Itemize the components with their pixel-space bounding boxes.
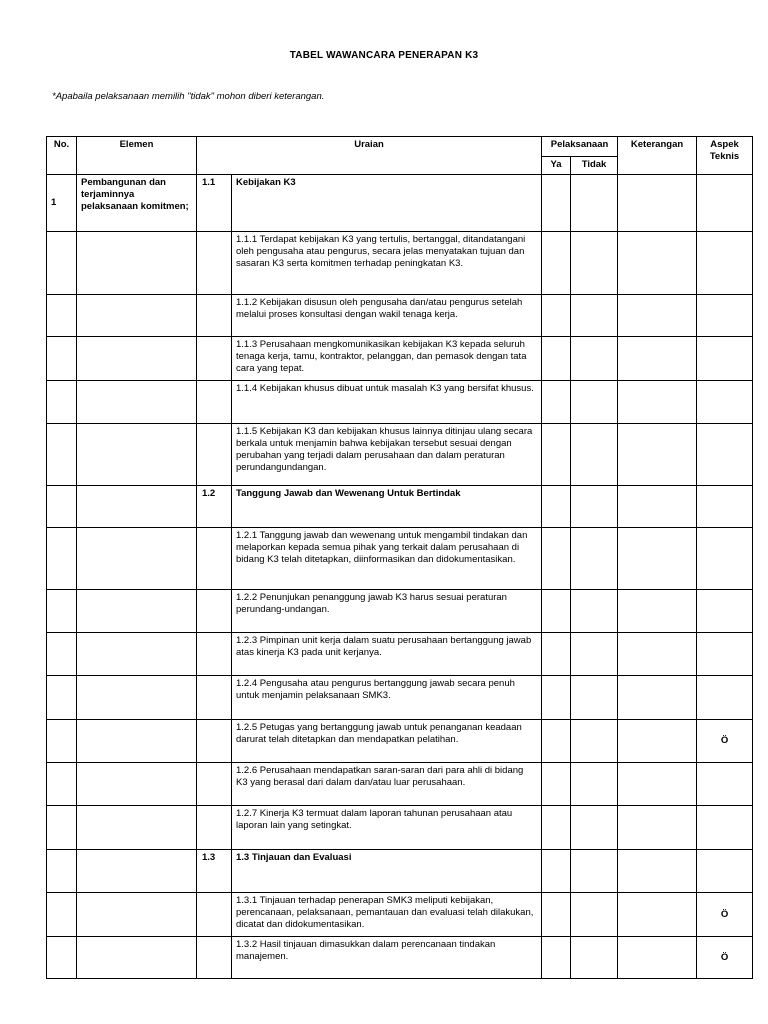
- keterangan-cell[interactable]: [618, 937, 697, 979]
- ya-cell[interactable]: [542, 763, 571, 806]
- empty-cell: [47, 295, 77, 337]
- section-title: 1.3 Tinjauan dan Evaluasi: [232, 850, 542, 893]
- keterangan-cell[interactable]: [618, 424, 697, 486]
- table-row: [47, 893, 753, 937]
- ya-cell[interactable]: [542, 424, 571, 486]
- tidak-cell[interactable]: [571, 295, 618, 337]
- section-row: [47, 486, 753, 528]
- element-number: 1: [47, 175, 77, 232]
- item-text: 1.3.1 Tinjauan terhadap penerapan SMK3 meliputi kebijakan, perencanaan, pelaksanaan, pemantauan dan evaluasi telah dilakukan, dicatat dan didokumentasikan.: [232, 893, 542, 937]
- document-title: TABEL WAWANCARA PENERAPAN K3: [289, 50, 479, 61]
- item-text: 1.1.3 Perusahaan mengkomunikasikan kebijakan K3 kepada seluruh tenaga kerja, tamu, kontraktor, pelanggan, dan pemasok dengan tata cara yang tepat.: [232, 337, 542, 381]
- section-title: Kebijakan K3: [232, 175, 542, 232]
- aspek-cell: [697, 763, 753, 806]
- item-text: 1.2.3 Pimpinan unit kerja dalam suatu perusahaan bertanggung jawab atas kinerja K3 pada unit kerjanya.: [232, 633, 542, 676]
- table-row: [47, 806, 753, 850]
- ya-cell[interactable]: [542, 676, 571, 720]
- empty-cell: [197, 381, 232, 424]
- ya-cell[interactable]: [542, 893, 571, 937]
- ya-cell[interactable]: [542, 337, 571, 381]
- header-no: No.: [47, 137, 77, 175]
- empty-cell: [47, 806, 77, 850]
- header-pelaksanaan: Pelaksanaan: [542, 137, 618, 157]
- table-row: [47, 528, 753, 590]
- empty-cell: [197, 893, 232, 937]
- empty-cell: [47, 720, 77, 763]
- ya-cell[interactable]: [542, 381, 571, 424]
- keterangan-cell[interactable]: [618, 232, 697, 295]
- keterangan-cell[interactable]: [618, 295, 697, 337]
- header-row: [47, 137, 753, 157]
- table-row: [47, 232, 753, 295]
- item-text: 1.1.1 Terdapat kebijakan K3 yang tertulis, bertanggal, ditandatangani oleh pengusaha atau pengurus, secara jelas menyatakan tujuan dan sasaran K3 serta komitmen terhadap peningkatan K3.: [232, 232, 542, 295]
- tidak-cell[interactable]: [571, 337, 618, 381]
- ya-cell[interactable]: [542, 295, 571, 337]
- tidak-cell[interactable]: [571, 528, 618, 590]
- table-row: [47, 590, 753, 633]
- ya-cell[interactable]: [542, 590, 571, 633]
- aspek-cell: [697, 633, 753, 676]
- ya-cell[interactable]: [542, 937, 571, 979]
- tidak-cell[interactable]: [571, 486, 618, 528]
- ya-cell[interactable]: [542, 232, 571, 295]
- empty-cell: [197, 232, 232, 295]
- item-text: 1.2.1 Tanggung jawab dan wewenang untuk mengambil tindakan dan melaporkan kepada semua pihak yang terkait dalam perusahaan di bidang K3 telah ditetapkan, diinformasikan dan didokumentasikan.: [232, 528, 542, 590]
- table-row: [47, 937, 753, 979]
- aspek-cell: [697, 806, 753, 850]
- keterangan-cell[interactable]: [618, 850, 697, 893]
- empty-cell: [77, 893, 197, 937]
- empty-cell: [47, 676, 77, 720]
- empty-cell: [197, 528, 232, 590]
- section-number: 1.2: [197, 486, 232, 528]
- empty-cell: [197, 720, 232, 763]
- aspek-cell: [697, 232, 753, 295]
- aspek-checkmark: Ö: [697, 893, 753, 937]
- ya-cell[interactable]: [542, 720, 571, 763]
- section-row: [47, 850, 753, 893]
- empty-cell: [47, 337, 77, 381]
- table-row: [47, 337, 753, 381]
- keterangan-cell[interactable]: [618, 893, 697, 937]
- aspek-cell: [697, 424, 753, 486]
- section-number: 1.3: [197, 850, 232, 893]
- tidak-cell[interactable]: [571, 763, 618, 806]
- instruction-note: *Apabaila pelaksanaan memilih "tidak" mohon diberi keterangan.: [52, 91, 325, 102]
- item-text: 1.2.6 Perusahaan mendapatkan saran-saran dari para ahli di bidang K3 yang berasal dari dalam dan/atau luar perusahaan.: [232, 763, 542, 806]
- table-row: [47, 763, 753, 806]
- section-number: 1.1: [197, 175, 232, 232]
- empty-cell: [47, 893, 77, 937]
- table-row: [47, 633, 753, 676]
- header-tidak: Tidak: [571, 157, 618, 175]
- tidak-cell[interactable]: [571, 893, 618, 937]
- item-text: 1.1.4 Kebijakan khusus dibuat untuk masalah K3 yang bersifat khusus.: [232, 381, 542, 424]
- aspek-cell: [697, 528, 753, 590]
- empty-cell: [77, 763, 197, 806]
- element-name-cell: [77, 175, 197, 232]
- header-uraian: Uraian: [197, 137, 542, 175]
- aspek-checkmark: Ö: [697, 720, 753, 763]
- empty-cell: [47, 763, 77, 806]
- keterangan-cell[interactable]: [618, 486, 697, 528]
- tidak-cell[interactable]: [571, 232, 618, 295]
- keterangan-cell[interactable]: [618, 175, 697, 232]
- table-row: [47, 424, 753, 486]
- tidak-cell[interactable]: [571, 175, 618, 232]
- empty-cell: [77, 850, 197, 893]
- keterangan-cell[interactable]: [618, 676, 697, 720]
- keterangan-cell[interactable]: [618, 633, 697, 676]
- empty-cell: [47, 424, 77, 486]
- empty-cell: [47, 590, 77, 633]
- ya-cell[interactable]: [542, 528, 571, 590]
- empty-cell: [197, 633, 232, 676]
- empty-cell: [197, 937, 232, 979]
- tidak-cell[interactable]: [571, 424, 618, 486]
- item-text: 1.1.5 Kebijakan K3 dan kebijakan khusus lainnya ditinjau ulang secara berkala untuk menjamin bahwa kebijakan tersebut sesuai dengan perubahan yang terjadi dalam perusahaan dan dalam peraturan perundangundangan.: [232, 424, 542, 486]
- keterangan-cell[interactable]: [618, 381, 697, 424]
- item-text: 1.2.2 Penunjukan penanggung jawab K3 harus sesuai peraturan perundang-undangan.: [232, 590, 542, 633]
- empty-cell: [47, 528, 77, 590]
- keterangan-cell[interactable]: [618, 806, 697, 850]
- tidak-cell[interactable]: [571, 676, 618, 720]
- item-text: 1.1.2 Kebijakan disusun oleh pengusaha dan/atau pengurus setelah melalui proses konsultasi dengan wakil tenaga kerja.: [232, 295, 542, 337]
- item-text: 1.3.2 Hasil tinjauan dimasukkan dalam perencanaan tindakan manajemen.: [232, 937, 542, 979]
- empty-cell: [47, 937, 77, 979]
- empty-cell: [47, 232, 77, 295]
- tidak-cell[interactable]: [571, 590, 618, 633]
- keterangan-cell[interactable]: [618, 528, 697, 590]
- aspek-cell: [697, 850, 753, 893]
- ya-cell[interactable]: [542, 175, 571, 232]
- tidak-cell[interactable]: [571, 381, 618, 424]
- aspek-cell: [697, 295, 753, 337]
- item-text: 1.2.4 Pengusaha atau pengurus bertanggung jawab secara penuh untuk menjamin pelaksanaan SMK3.: [232, 676, 542, 720]
- empty-cell: [77, 806, 197, 850]
- item-text: 1.2.5 Petugas yang bertanggung jawab untuk penanganan keadaan darurat telah ditetapkan dan mendapatkan pelatihan.: [232, 720, 542, 763]
- header-keterangan: Keterangan: [618, 137, 697, 175]
- keterangan-cell[interactable]: [618, 720, 697, 763]
- empty-cell: [77, 676, 197, 720]
- aspek-cell: [697, 381, 753, 424]
- section-title: Tanggung Jawab dan Wewenang Untuk Bertindak: [232, 486, 542, 528]
- keterangan-cell[interactable]: [618, 763, 697, 806]
- empty-cell: [197, 676, 232, 720]
- keterangan-cell[interactable]: [618, 590, 697, 633]
- empty-cell: [77, 232, 197, 295]
- aspek-checkmark: Ö: [697, 937, 753, 979]
- table-row: [47, 381, 753, 424]
- empty-cell: [77, 633, 197, 676]
- tidak-cell[interactable]: [571, 633, 618, 676]
- empty-cell: [77, 720, 197, 763]
- empty-cell: [77, 590, 197, 633]
- empty-cell: [77, 381, 197, 424]
- ya-cell[interactable]: [542, 850, 571, 893]
- header-elemen: Elemen: [77, 137, 197, 175]
- aspek-cell: [697, 676, 753, 720]
- aspek-cell: [697, 590, 753, 633]
- header-ya: Ya: [542, 157, 571, 175]
- tidak-cell[interactable]: [571, 937, 618, 979]
- empty-cell: [77, 937, 197, 979]
- empty-cell: [197, 590, 232, 633]
- aspek-cell: [697, 486, 753, 528]
- empty-cell: [77, 337, 197, 381]
- aspek-cell: [697, 337, 753, 381]
- empty-cell: [47, 486, 77, 528]
- empty-cell: [77, 486, 197, 528]
- section-row: [47, 175, 753, 232]
- table-row: [47, 295, 753, 337]
- empty-cell: [77, 528, 197, 590]
- element-name: Pembangunan dan terjaminnya pelaksanaan komitmen;: [81, 177, 189, 212]
- empty-cell: [197, 806, 232, 850]
- ya-cell[interactable]: [542, 486, 571, 528]
- empty-cell: [197, 424, 232, 486]
- interview-table: [46, 136, 753, 979]
- table-row: [47, 676, 753, 720]
- ya-cell[interactable]: [542, 806, 571, 850]
- keterangan-cell[interactable]: [618, 337, 697, 381]
- table-row: [47, 720, 753, 763]
- ya-cell[interactable]: [542, 633, 571, 676]
- tidak-cell[interactable]: [571, 806, 618, 850]
- item-text: 1.2.7 Kinerja K3 termuat dalam laporan tahunan perusahaan atau laporan lain yang setingkat.: [232, 806, 542, 850]
- empty-cell: [47, 850, 77, 893]
- empty-cell: [197, 337, 232, 381]
- empty-cell: [47, 381, 77, 424]
- empty-cell: [197, 295, 232, 337]
- empty-cell: [77, 424, 197, 486]
- empty-cell: [197, 763, 232, 806]
- aspek-cell: [697, 175, 753, 232]
- empty-cell: [77, 295, 197, 337]
- header-aspek-teknis: Aspek Teknis: [697, 137, 753, 175]
- tidak-cell[interactable]: [571, 850, 618, 893]
- tidak-cell[interactable]: [571, 720, 618, 763]
- empty-cell: [47, 633, 77, 676]
